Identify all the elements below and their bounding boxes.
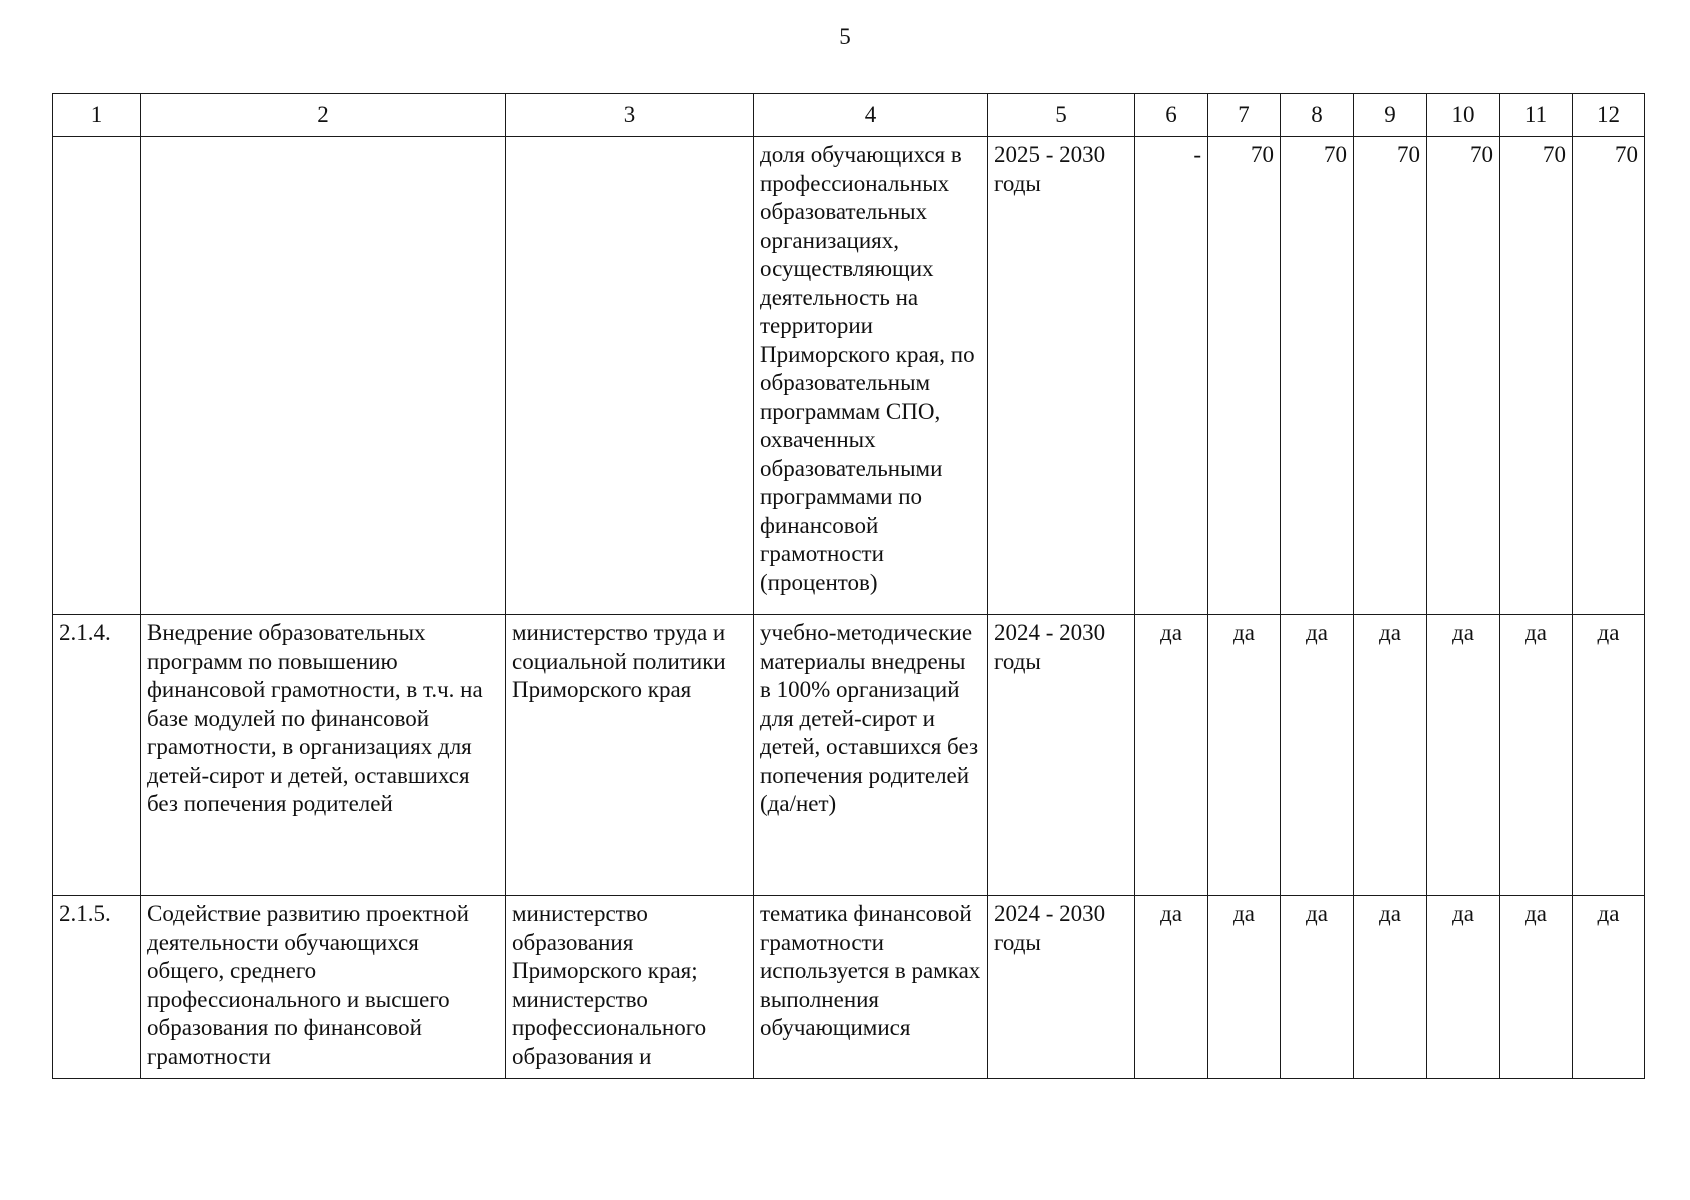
column-header: 7 (1208, 94, 1281, 137)
responsible-cell: министерство труда и социальной политики Приморского края (506, 615, 754, 896)
value-cell: да (1427, 615, 1500, 896)
column-header: 5 (988, 94, 1135, 137)
value-cell: 70 (1500, 137, 1573, 615)
indicator-cell: учебно-методические материалы внедрены в 100% организаций для детей-сирот и детей, оставшихся без попечения родителей (да/нет) (754, 615, 988, 896)
column-header: 2 (141, 94, 506, 137)
value-cell: да (1500, 896, 1573, 1079)
indicator-cell: доля обучающихся в профессиональных образовательных организациях, осуществляющих деятельность на территории Приморского края, по образовательным программам СПО, охваченных образовательными программами по финансовой грамотности (процентов) (754, 137, 988, 615)
table-row (53, 615, 1645, 896)
value-cell: да (1208, 615, 1281, 896)
value-cell: да (1573, 615, 1645, 896)
value-cell: 70 (1427, 137, 1500, 615)
indicator-cell: тематика финансовой грамотности используется в рамках выполнения обучающимися (754, 896, 988, 1079)
value-cell: да (1135, 615, 1208, 896)
value-cell: да (1354, 615, 1427, 896)
value-cell: да (1500, 615, 1573, 896)
value-cell: да (1354, 896, 1427, 1079)
measure-name-cell: Внедрение образовательных программ по повышению финансовой грамотности, в т.ч. на базе модулей по финансовой грамотности, в организациях для детей-сирот и детей, оставшихся без попечения родителей (141, 615, 506, 896)
responsible-cell: министерство образования Приморского края; министерство профессионального образования и (506, 896, 754, 1079)
column-header: 3 (506, 94, 754, 137)
measures-table (52, 93, 1645, 1079)
column-header: 6 (1135, 94, 1208, 137)
value-cell: 70 (1354, 137, 1427, 615)
item-number-cell: 2.1.5. (53, 896, 141, 1079)
value-cell: да (1281, 896, 1354, 1079)
item-number-cell: 2.1.4. (53, 615, 141, 896)
column-header: 4 (754, 94, 988, 137)
measure-name-cell: Содействие развитию проектной деятельности обучающихся общего, среднего профессионального и высшего образования по финансовой грамотности (141, 896, 506, 1079)
column-header: 9 (1354, 94, 1427, 137)
table-row (53, 896, 1645, 1079)
period-cell: 2024 - 2030 годы (988, 615, 1135, 896)
value-cell: - (1135, 137, 1208, 615)
value-cell: 70 (1573, 137, 1645, 615)
responsible-cell (506, 137, 754, 615)
period-cell: 2025 - 2030 годы (988, 137, 1135, 615)
header-row (53, 94, 1645, 137)
column-header: 11 (1500, 94, 1573, 137)
column-header: 12 (1573, 94, 1645, 137)
column-header: 1 (53, 94, 141, 137)
value-cell: да (1281, 615, 1354, 896)
table-row (53, 137, 1645, 615)
period-cell: 2024 - 2030 годы (988, 896, 1135, 1079)
column-header: 8 (1281, 94, 1354, 137)
page-number: 5 (839, 24, 851, 49)
value-cell: да (1573, 896, 1645, 1079)
value-cell: 70 (1281, 137, 1354, 615)
item-number-cell (53, 137, 141, 615)
value-cell: да (1427, 896, 1500, 1079)
column-header: 10 (1427, 94, 1500, 137)
measure-name-cell (141, 137, 506, 615)
value-cell: да (1135, 896, 1208, 1079)
value-cell: 70 (1208, 137, 1281, 615)
value-cell: да (1208, 896, 1281, 1079)
